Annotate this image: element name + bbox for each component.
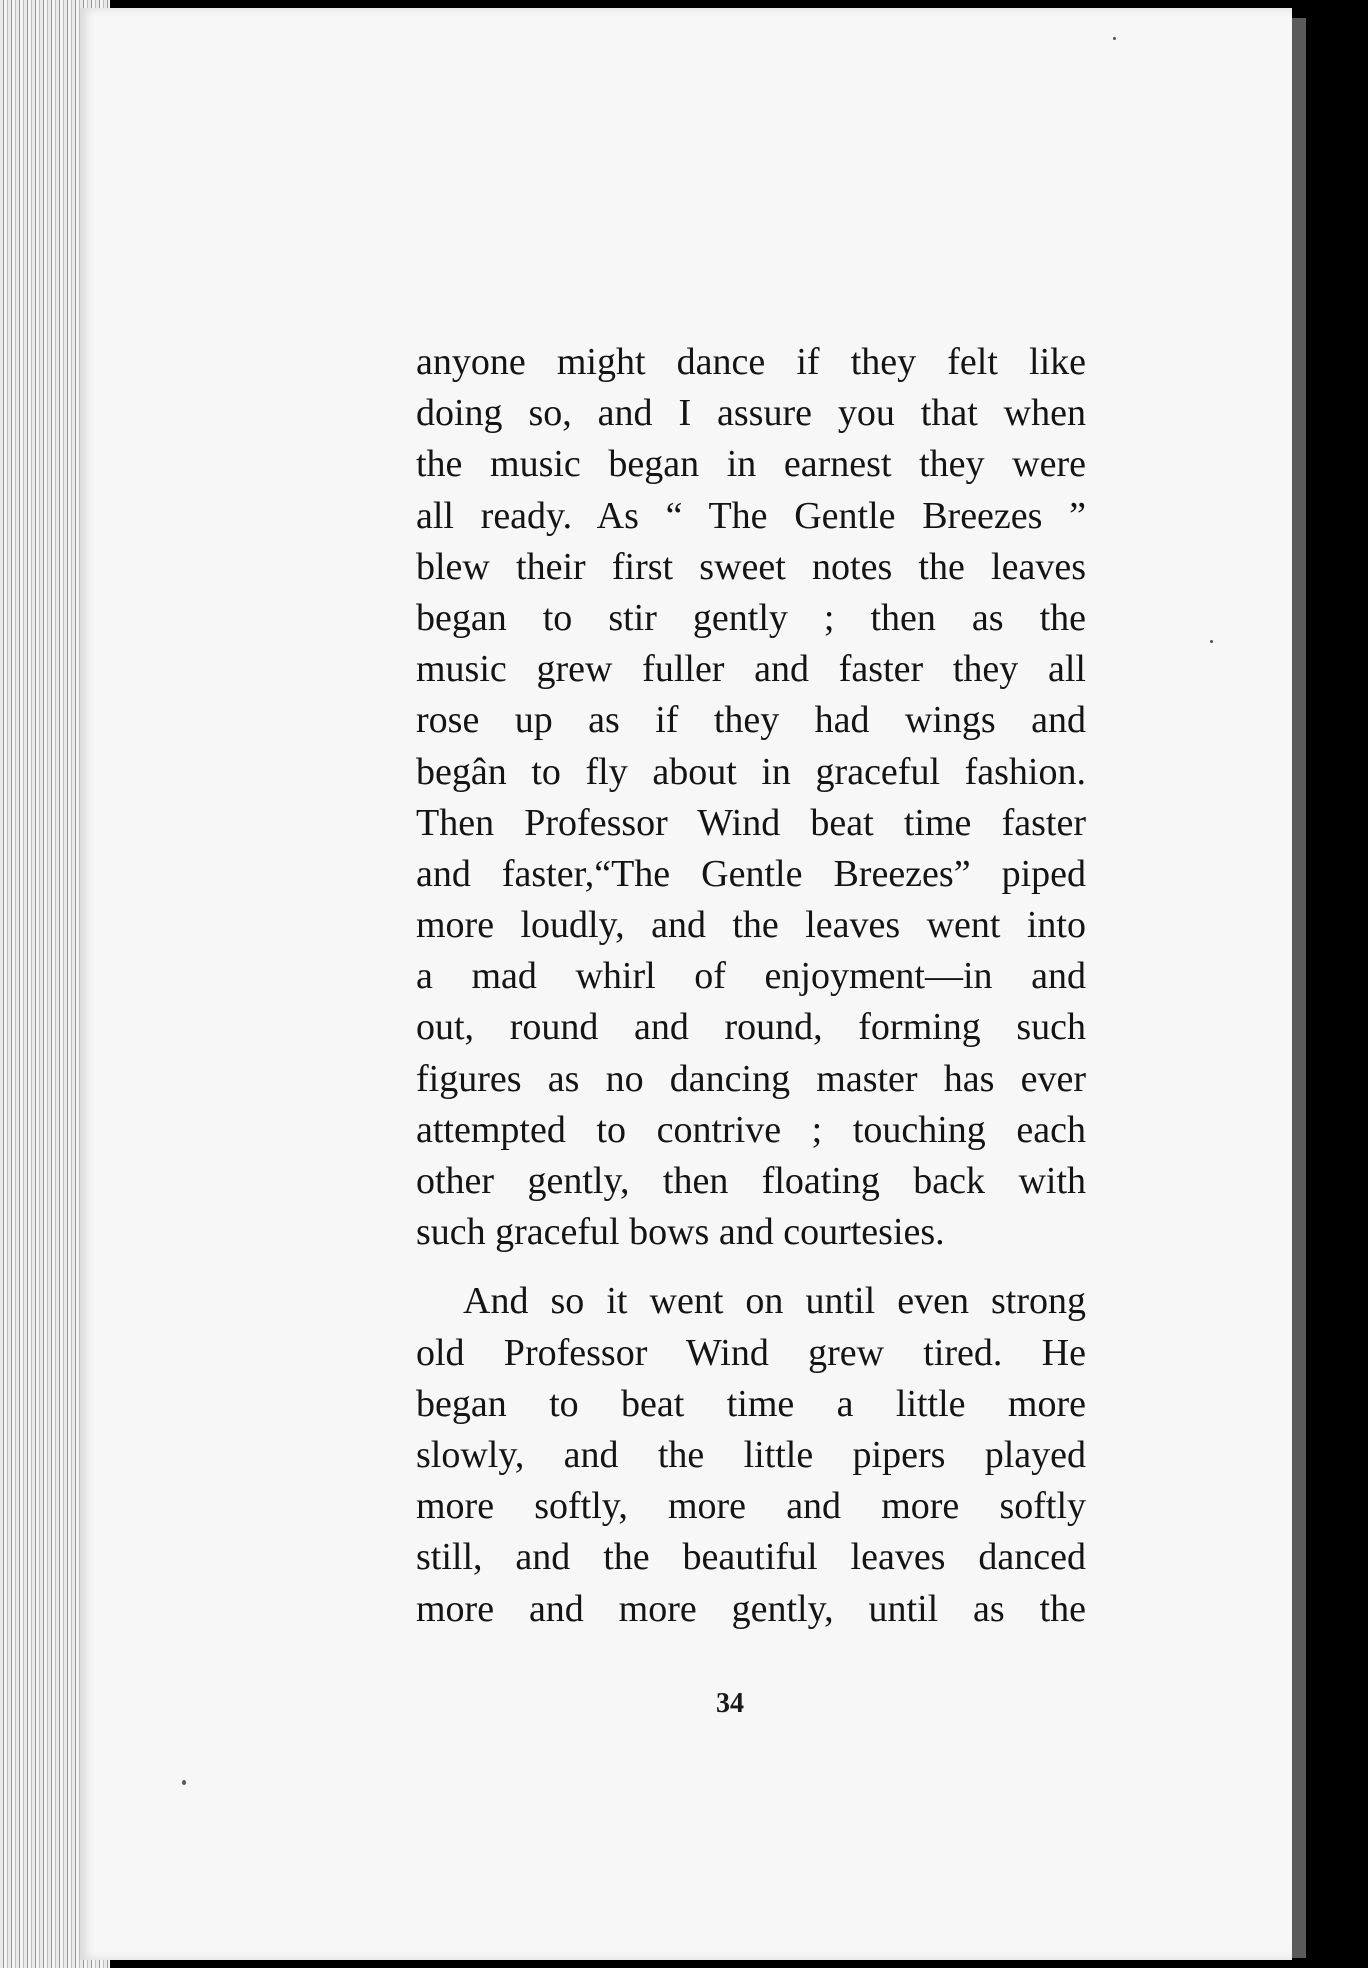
scan-speck — [1113, 37, 1116, 40]
text-line: music grew fuller and faster they all — [416, 648, 1086, 691]
text-line: begân to fly about in graceful fashion. — [416, 750, 1086, 793]
text-line: began to stir gently ; then as the — [416, 596, 1086, 639]
text-line: anyone might dance if they felt like — [416, 341, 1086, 383]
body-text — [416, 337, 1086, 1635]
text-line: a mad whirl of enjoyment—in and — [416, 955, 1086, 998]
text-line: more loudly, and the leaves went into — [416, 904, 1086, 947]
paragraph-spacing — [416, 1258, 1086, 1276]
page-right-edge — [1292, 18, 1306, 1958]
scan-background — [1306, 0, 1368, 1968]
page-number: 34 — [716, 1688, 744, 1719]
text-line: old Professor Wind grew tired. He — [416, 1331, 1086, 1374]
text-line: other gently, then floating back with — [416, 1160, 1086, 1202]
text-line: the music began in earnest they were — [416, 443, 1086, 486]
text-line: and faster,“The Gentle Breezes” piped — [416, 852, 1086, 895]
text-line: still, and the beautiful leaves danced — [416, 1536, 1086, 1579]
text-line: such graceful bows and courtesies. — [416, 1211, 945, 1254]
text-line: out, round and round, forming such — [416, 1006, 1086, 1049]
paragraph-1 — [416, 337, 1086, 1258]
text-line: slowly, and the little pipers played — [416, 1433, 1086, 1476]
text-line: doing so, and I assure you that when — [416, 392, 1086, 435]
text-line: Then Professor Wind beat time faster — [416, 801, 1086, 844]
text-line: And so it went on until even strong — [463, 1280, 1086, 1323]
text-line: all ready. As “ The Gentle Breezes ” — [416, 494, 1086, 537]
scan-speck — [182, 1780, 186, 1785]
scan-speck — [1210, 640, 1213, 643]
text-line: figures as no dancing master has ever — [416, 1057, 1086, 1100]
text-line: more and more gently, until as the — [416, 1587, 1086, 1630]
text-line: rose up as if they had wings and — [416, 699, 1086, 742]
text-line: blew their first sweet notes the leaves — [416, 545, 1086, 588]
text-line: attempted to contrive ; touching each — [416, 1108, 1086, 1151]
text-line: more softly, more and more softly — [416, 1485, 1086, 1528]
text-line: began to beat time a little more — [416, 1382, 1086, 1425]
paragraph-2 — [416, 1276, 1086, 1634]
